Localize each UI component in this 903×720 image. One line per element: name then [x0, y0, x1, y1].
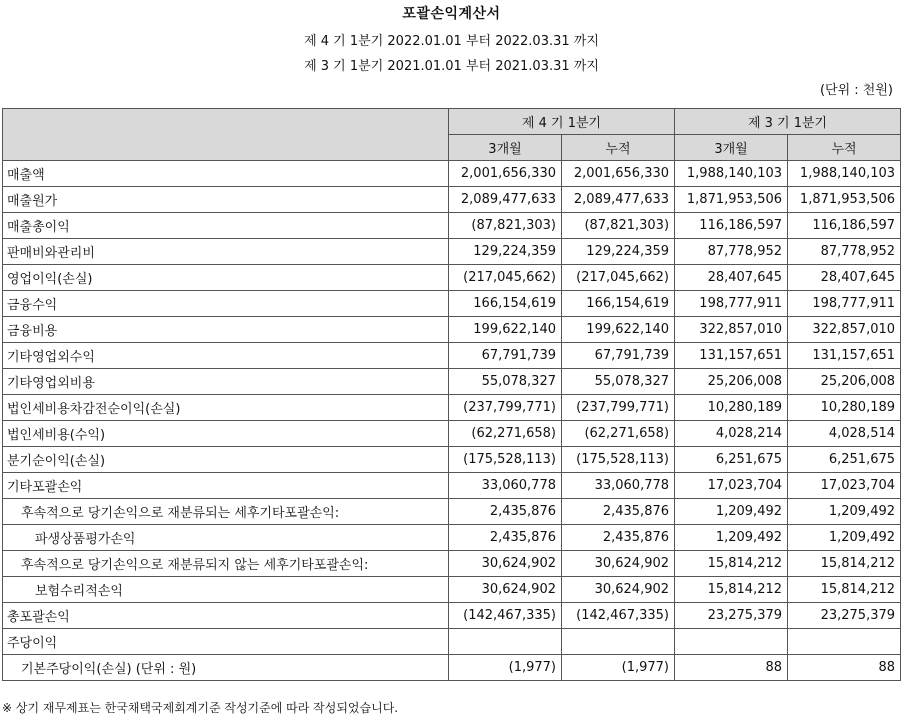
row-value-c4: 15,814,212 — [788, 577, 901, 603]
header-account — [3, 109, 449, 161]
row-value-c4: 198,777,911 — [788, 291, 901, 317]
row-value-c2: (87,821,303) — [562, 213, 675, 239]
row-label: 후속적으로 당기손익으로 재분류되지 않는 세후기타포괄손익: — [3, 551, 449, 577]
row-value-c4: 116,186,597 — [788, 213, 901, 239]
row-label: 분기순이익(손실) — [3, 447, 449, 473]
row-label: 기타영업외비용 — [3, 369, 449, 395]
table-row — [3, 603, 901, 629]
row-value-c1: 166,154,619 — [449, 291, 562, 317]
row-value-c4: 1,988,140,103 — [788, 161, 901, 187]
row-value-c4: 25,206,008 — [788, 369, 901, 395]
row-value-c3 — [675, 629, 788, 655]
table-row — [3, 473, 901, 499]
row-value-c1: 199,622,140 — [449, 317, 562, 343]
period-prior: 제 3 기 1분기 2021.01.01 부터 2021.03.31 까지 — [304, 59, 599, 74]
row-value-c1: 2,435,876 — [449, 499, 562, 525]
row-value-c3: 87,778,952 — [675, 239, 788, 265]
row-label: 총포괄손익 — [3, 603, 449, 629]
row-value-c1 — [449, 629, 562, 655]
table-row — [3, 265, 901, 291]
row-value-c2: 30,624,902 — [562, 577, 675, 603]
table-row — [3, 317, 901, 343]
row-value-c2: (62,271,658) — [562, 421, 675, 447]
row-value-c4: 1,209,492 — [788, 499, 901, 525]
table-row — [3, 499, 901, 525]
row-label: 기본주당이익(손실) (단위 : 원) — [3, 655, 449, 681]
table-row — [3, 577, 901, 603]
row-value-c4 — [788, 629, 901, 655]
row-value-c3: 4,028,214 — [675, 421, 788, 447]
row-value-c1: 2,089,477,633 — [449, 187, 562, 213]
table-row — [3, 447, 901, 473]
row-value-c4: 6,251,675 — [788, 447, 901, 473]
row-value-c3: 1,988,140,103 — [675, 161, 788, 187]
statement-title: 포괄손익계산서 — [402, 6, 501, 22]
row-value-c3: 1,209,492 — [675, 525, 788, 551]
row-value-c2: 2,435,876 — [562, 525, 675, 551]
header-3m-current: 3개월 — [449, 135, 562, 161]
header-group-prior: 제 3 기 1분기 — [675, 109, 901, 135]
row-value-c3: 28,407,645 — [675, 265, 788, 291]
row-value-c3: 15,814,212 — [675, 551, 788, 577]
row-value-c1: (237,799,771) — [449, 395, 562, 421]
row-label: 매출원가 — [3, 187, 449, 213]
row-value-c1: (87,821,303) — [449, 213, 562, 239]
row-value-c3: 25,206,008 — [675, 369, 788, 395]
row-value-c2: 129,224,359 — [562, 239, 675, 265]
row-label: 주당이익 — [3, 629, 449, 655]
row-label: 보험수리적손익 — [3, 577, 449, 603]
row-value-c4: 131,157,651 — [788, 343, 901, 369]
header-cum-prior: 누적 — [788, 135, 901, 161]
row-label: 매출총이익 — [3, 213, 449, 239]
row-value-c2: 67,791,739 — [562, 343, 675, 369]
row-value-c2: (237,799,771) — [562, 395, 675, 421]
row-value-c3: 23,275,379 — [675, 603, 788, 629]
row-value-c2: 33,060,778 — [562, 473, 675, 499]
row-value-c4: 15,814,212 — [788, 551, 901, 577]
row-value-c1: 55,078,327 — [449, 369, 562, 395]
row-value-c3: 198,777,911 — [675, 291, 788, 317]
row-value-c1: (1,977) — [449, 655, 562, 681]
row-value-c3: 322,857,010 — [675, 317, 788, 343]
row-value-c3: 17,023,704 — [675, 473, 788, 499]
table-row — [3, 213, 901, 239]
footnote: ※ 상기 재무제표는 한국채택국제회계기준 작성기준에 따라 작성되었습니다. — [2, 701, 399, 715]
row-value-c2: 2,435,876 — [562, 499, 675, 525]
row-label: 판매비와관리비 — [3, 239, 449, 265]
row-value-c3: 131,157,651 — [675, 343, 788, 369]
row-label: 후속적으로 당기손익으로 재분류되는 세후기타포괄손익: — [3, 499, 449, 525]
row-value-c2: 166,154,619 — [562, 291, 675, 317]
table-row — [3, 187, 901, 213]
row-value-c1: (217,045,662) — [449, 265, 562, 291]
row-label: 금융수익 — [3, 291, 449, 317]
table-row — [3, 161, 901, 187]
row-value-c1: 30,624,902 — [449, 577, 562, 603]
row-value-c2: 199,622,140 — [562, 317, 675, 343]
row-label: 기타포괄손익 — [3, 473, 449, 499]
row-value-c4: 23,275,379 — [788, 603, 901, 629]
row-value-c4: 10,280,189 — [788, 395, 901, 421]
row-value-c1: 129,224,359 — [449, 239, 562, 265]
table-row — [3, 525, 901, 551]
row-value-c4: 322,857,010 — [788, 317, 901, 343]
unit-label: (단위 : 천원) — [819, 83, 893, 98]
table-row — [3, 421, 901, 447]
row-value-c1: 33,060,778 — [449, 473, 562, 499]
row-label: 기타영업외수익 — [3, 343, 449, 369]
table-row — [3, 239, 901, 265]
row-label: 법인세비용차감전순이익(손실) — [3, 395, 449, 421]
row-value-c3: 10,280,189 — [675, 395, 788, 421]
row-value-c2: 55,078,327 — [562, 369, 675, 395]
row-value-c2: 2,001,656,330 — [562, 161, 675, 187]
header-group-current: 제 4 기 1분기 — [449, 109, 675, 135]
row-value-c4: 87,778,952 — [788, 239, 901, 265]
table-row — [3, 395, 901, 421]
header-3m-prior: 3개월 — [675, 135, 788, 161]
row-value-c4: 17,023,704 — [788, 473, 901, 499]
row-value-c1: (142,467,335) — [449, 603, 562, 629]
table-row — [3, 551, 901, 577]
table-row — [3, 655, 901, 681]
row-value-c3: 1,871,953,506 — [675, 187, 788, 213]
row-value-c3: 1,209,492 — [675, 499, 788, 525]
row-value-c2: (1,977) — [562, 655, 675, 681]
period-current: 제 4 기 1분기 2022.01.01 부터 2022.03.31 까지 — [304, 34, 599, 49]
row-value-c4: 88 — [788, 655, 901, 681]
row-value-c4: 28,407,645 — [788, 265, 901, 291]
row-label: 영업이익(손실) — [3, 265, 449, 291]
row-value-c4: 1,871,953,506 — [788, 187, 901, 213]
row-value-c2: 30,624,902 — [562, 551, 675, 577]
table-row — [3, 369, 901, 395]
row-value-c2: (142,467,335) — [562, 603, 675, 629]
row-label: 금융비용 — [3, 317, 449, 343]
row-value-c1: 2,435,876 — [449, 525, 562, 551]
row-value-c2: (175,528,113) — [562, 447, 675, 473]
row-value-c1: (62,271,658) — [449, 421, 562, 447]
row-value-c3: 15,814,212 — [675, 577, 788, 603]
table-row — [3, 629, 901, 655]
row-value-c1: (175,528,113) — [449, 447, 562, 473]
row-value-c3: 6,251,675 — [675, 447, 788, 473]
row-value-c2: (217,045,662) — [562, 265, 675, 291]
row-label: 파생상품평가손익 — [3, 525, 449, 551]
table-row — [3, 291, 901, 317]
row-value-c3: 88 — [675, 655, 788, 681]
row-value-c2: 2,089,477,633 — [562, 187, 675, 213]
row-value-c1: 67,791,739 — [449, 343, 562, 369]
header-cum-current: 누적 — [562, 135, 675, 161]
row-label: 법인세비용(수익) — [3, 421, 449, 447]
table-row — [3, 343, 901, 369]
row-value-c4: 4,028,514 — [788, 421, 901, 447]
row-value-c4: 1,209,492 — [788, 525, 901, 551]
row-value-c3: 116,186,597 — [675, 213, 788, 239]
row-label: 매출액 — [3, 161, 449, 187]
row-value-c2 — [562, 629, 675, 655]
row-value-c1: 30,624,902 — [449, 551, 562, 577]
row-value-c1: 2,001,656,330 — [449, 161, 562, 187]
income-statement-table — [2, 108, 901, 681]
